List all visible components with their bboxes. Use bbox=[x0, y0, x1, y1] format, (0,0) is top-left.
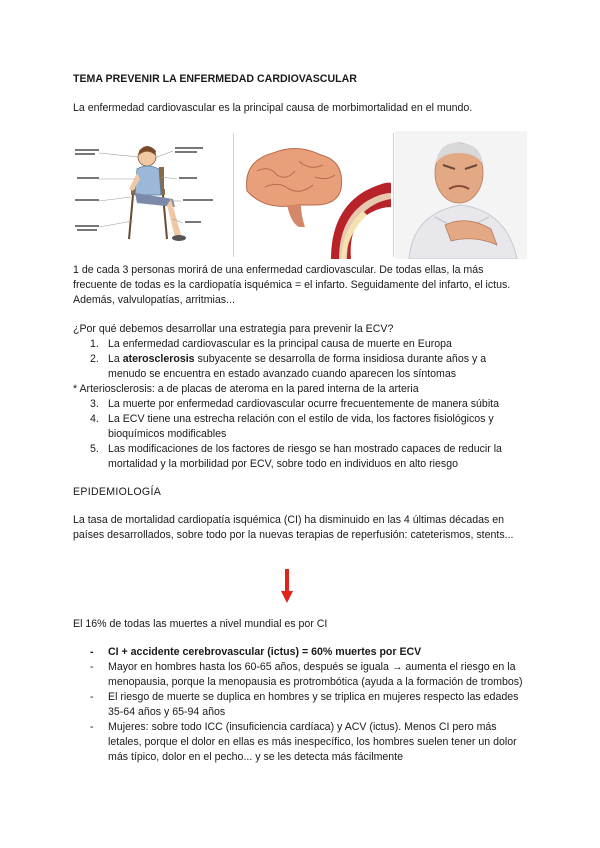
reasons-list bbox=[73, 337, 527, 472]
list-number: 1. bbox=[90, 338, 99, 350]
bold-term: aterosclerosis bbox=[122, 353, 195, 365]
paragraph-percentage: El 16% de todas las muertes a nivel mundial es por CI bbox=[73, 618, 328, 630]
list-item bbox=[73, 337, 527, 352]
bullet-dash: - bbox=[90, 691, 94, 703]
page-title: TEMA PREVENIR LA ENFERMEDAD CARDIOVASCULAR bbox=[73, 73, 357, 85]
brain-artery-illustration bbox=[235, 131, 391, 259]
section-heading-epidemiology: EPIDEMIOLOGÍA bbox=[73, 486, 162, 498]
figure-divider bbox=[233, 133, 234, 257]
list-item-text: subyacente se desarrolla de forma insidiosa durante años y a menudo se encuentra en estado avanzado cuando aparecen los síntomas bbox=[108, 353, 487, 380]
list-item-text: Las modificaciones de los factores de riesgo se han mostrado capaces de reducir la mortalidad y la morbilidad por ECV, sobre todo en individuos en alto riesgo bbox=[108, 443, 502, 470]
list-item bbox=[73, 690, 527, 720]
down-arrow-icon bbox=[281, 569, 293, 603]
paragraph-incidence: 1 de cada 3 personas morirá de una enfermedad cardiovascular. De todas ellas, la más frecuente de todas es la cardiopatía isquémica = el infarto. Seguidamente del infarto, el ictus. Además, valvulopatías, arritmias... bbox=[73, 264, 511, 306]
list-number: 3. bbox=[90, 398, 99, 410]
list-item bbox=[73, 660, 527, 690]
intro-text: La enfermedad cardiovascular es la principal causa de morbimortalidad en el mundo. bbox=[73, 102, 473, 114]
list-number: 2. bbox=[90, 353, 99, 365]
question-heading: ¿Por qué debemos desarrollar una estrategia para prevenir la ECV? bbox=[73, 323, 394, 335]
list-item bbox=[73, 720, 527, 765]
list-number: 4. bbox=[90, 413, 99, 425]
symptoms-illustration bbox=[73, 131, 231, 259]
list-item bbox=[73, 352, 527, 382]
paragraph-mortality: La tasa de mortalidad cardiopatía isquémica (CI) ha disminuido en las 4 últimas décadas en países desarrollados, sobre todo por la nuevas terapias de reperfusión: cateterismos, stents... bbox=[73, 514, 514, 541]
list-item bbox=[73, 442, 527, 472]
list-item-text: Mujeres: sobre todo ICC (insuficiencia cardíaca) y ACV (ictus). Menos CI pero más letales, porque el dolor en ellas es más inespecífico, los hombres suelen tener un dolor más típico, dolor en el pecho... y se les detecta más fácilmente bbox=[108, 721, 517, 763]
list-item bbox=[73, 645, 527, 660]
epidemiology-bullets bbox=[73, 645, 527, 765]
figure-divider bbox=[393, 133, 394, 257]
chest-pain-photo bbox=[395, 131, 527, 259]
list-item-text: La enfermedad cardiovascular es la principal causa de muerte en Europa bbox=[108, 338, 452, 350]
list-number: 5. bbox=[90, 443, 99, 455]
list-item-text: La muerte por enfermedad cardiovascular ocurre frecuentemente de manera súbita bbox=[108, 398, 500, 410]
list-item-text: El riesgo de muerte se duplica en hombres y se triplica en mujeres respecto las edades 35-64 años y 65-94 años bbox=[108, 691, 519, 718]
bullet-dash: - bbox=[90, 721, 94, 733]
list-item-text: La ECV tiene una estrecha relación con el estilo de vida, los factores fisiológicos y bioquímicos modificables bbox=[108, 413, 494, 440]
figure-strip bbox=[73, 131, 527, 259]
list-item bbox=[73, 397, 527, 412]
footnote-arteriosclerosis: * Arteriosclerosis: a de placas de ateroma en la pared interna de la arteria bbox=[73, 383, 419, 395]
list-item-text: CI + accidente cerebrovascular (ictus) = 60% muertes por ECV bbox=[108, 646, 422, 658]
bullet-dash: - bbox=[90, 661, 94, 673]
bullet-dash: - bbox=[90, 646, 94, 658]
list-item-text-prefix: La bbox=[108, 353, 123, 365]
list-item bbox=[73, 412, 527, 442]
list-item-text: Mayor en hombres hasta los 60-65 años, después se iguala → aumenta el riesgo en la menopausia, porque la menopausia es protrombótica (ayuda a la formación de trombos) bbox=[108, 661, 523, 688]
